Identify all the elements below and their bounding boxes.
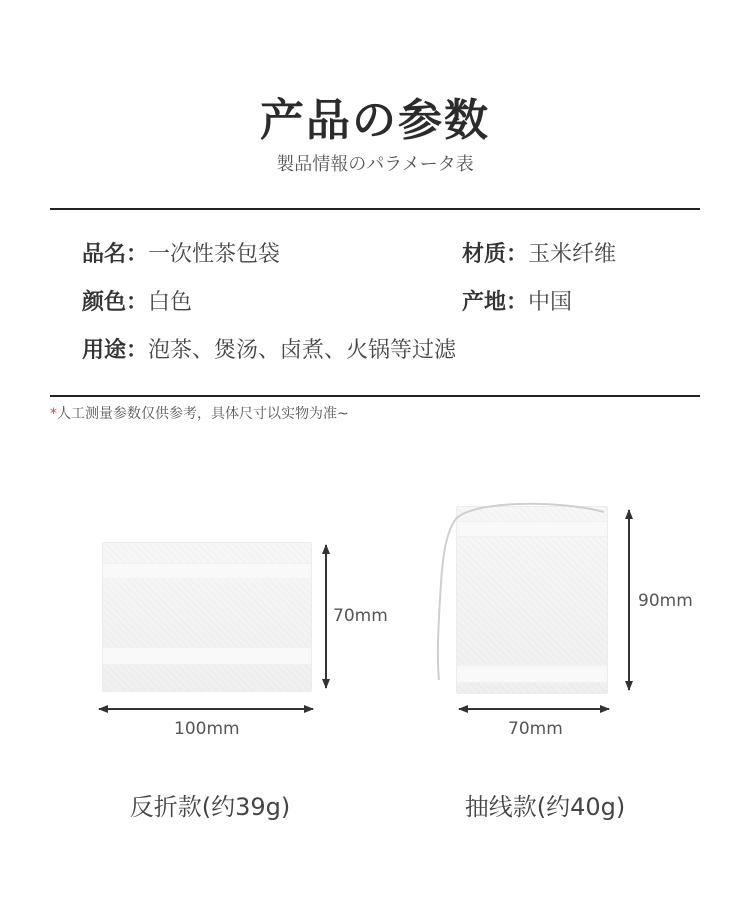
drawstring-cord bbox=[438, 504, 604, 680]
spec-origin-value: 中国 bbox=[528, 290, 573, 315]
spec-color-label: 颜色： bbox=[82, 290, 149, 315]
spec-color-value: 白色 bbox=[148, 290, 193, 315]
page-title: 产品の参数 bbox=[260, 95, 490, 146]
note-text: 人工测量参数仅供参考，具体尺寸以实物为准~ bbox=[57, 406, 349, 422]
spec-name-label: 品名： bbox=[82, 242, 149, 267]
drawstring-width-label: 70mm bbox=[508, 719, 563, 739]
folded-width-label: 100mm bbox=[174, 719, 240, 739]
spec-usage-label: 用途： bbox=[82, 338, 149, 363]
spec-material-label: 材质： bbox=[462, 242, 529, 267]
page-subtitle: 製品情報のパラメータ表 bbox=[276, 154, 474, 175]
folded-height-label: 70mm bbox=[333, 606, 388, 626]
spec-material-value: 玉米纤维 bbox=[528, 242, 617, 267]
spec-usage-value: 泡茶、煲汤、卤煮、火锅等过滤 bbox=[148, 338, 457, 363]
folded-caption: 反折款(约39g) bbox=[129, 793, 291, 821]
note-star: * bbox=[50, 406, 57, 422]
spec-origin-label: 产地： bbox=[462, 290, 529, 315]
drawstring-caption: 抽线款(约40g) bbox=[464, 793, 626, 821]
spec-name-value: 一次性茶包袋 bbox=[148, 242, 281, 267]
drawstring-height-label: 90mm bbox=[638, 591, 693, 611]
